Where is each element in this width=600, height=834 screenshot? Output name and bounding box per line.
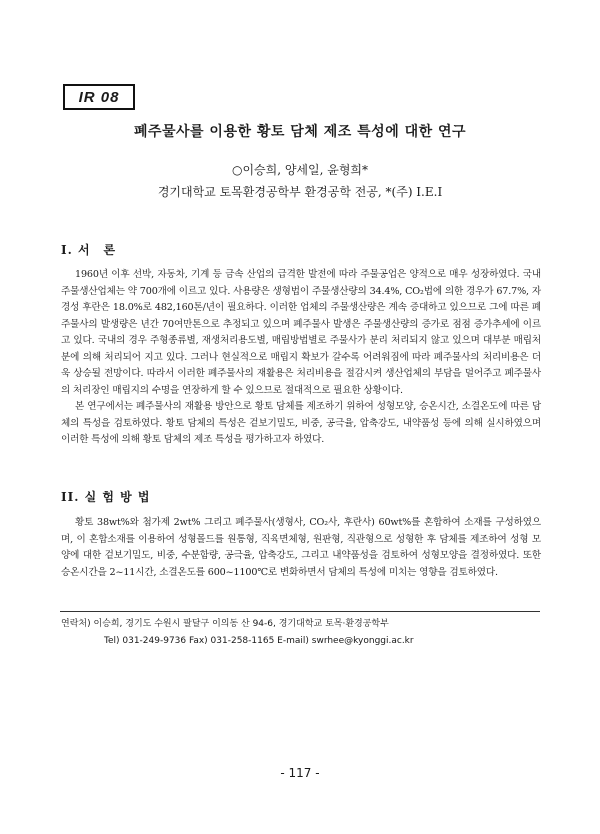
paper-title: 폐주물사를 이용한 황토 담체 제조 특성에 대한 연구 (133, 124, 467, 140)
paragraph: 본 연구에서는 폐주물사의 재활용 방안으로 황토 담체를 제조하기 위하여 성형모양, 승온시간, 소결온도에 따른 담체의 특성을 검토하였다. 황토 담체의 특성은 겉보기밀도, 비중, 공극율, 압축강도, 내약품성 등에 의해 실시하였으며 이러한 특성에 의해 황토 담체의 제조 특성을 평가하고자 하였다. (61, 401, 541, 445)
paragraph: 황토 38wt%와 첨가제 2wt% 그리고 폐주물사(생형사, CO₂사, 후란사) 60wt%를 혼합하여 소재를 구성하였으며, 이 혼합소재를 이용하여 성형몰드를 원통형, 직육면체형, 원판형, 직관형으로 성형한 후 담체를 제조하여 성형 모양에 대한 겉보기밀도, 비중, 수분함량, 공극율, 압축강도, 그리고 내약품성을 검토하여 성형모양을 결정하였다. 또한 승온시간을 2~11시간, 소결온도를 600~1100℃로 변화하면서 담체의 특성에 미치는 영향을 검토하였다. (61, 517, 541, 578)
methods-body (61, 515, 541, 581)
paper-code: IR 08 (78, 88, 120, 106)
section-heading-introduction: I. 서 론 (61, 243, 117, 257)
affiliation: 경기대학교 토목환경공학부 환경공학 전공, *(주) I.E.I (157, 185, 443, 199)
section-heading-methods: II. 실 험 방 법 (61, 490, 151, 504)
paragraph: 1960년 이후 선박, 자동차, 기계 등 금속 산업의 급격한 발전에 따라 주물공업은 양적으로 매우 성장하였다. 국내 주물생산업체는 약 700개에 이르고 있다. 사용량은 생형법이 주물생산량의 34.4%, CO₂법에 의한 경우가 67.7%, 자경성 후란은 18.0%로 482,160톤/년이 필요하다. 이러한 업체의 주물생산량은 계속 증대하고 있으므로 그에 따른 폐주물사의 발생량은 년간 70여만톤으로 추정되고 있으며 폐주물사 발생은 주물생산량의 증가로 점점 증가추세에 이르고 있다. 국내의 경우 주형종류별, 재생처리용도별, 매립방법별로 주물사가 분리 처리되지 않고 있으며 대부분 매립처분에 의해 처리되어 지고 있다. 그러나 현실적으로 매립지 확보가 갈수록 어려워짐에 따라 폐주물사의 처리비용은 더욱 상승될 전망이다. 따라서 이러한 폐주물사의 재활용은 처리비용을 절감시켜 생산업체의 부담을 덜어주고 폐주물사의 처리장인 매립지의 수명을 연장하게 할 수 있으므로 절대적으로 필요한 상황이다. (61, 269, 541, 396)
introduction-body (61, 267, 541, 449)
page-number: - 117 - (280, 766, 320, 780)
authors: ○이승희, 양세일, 윤형희* (231, 163, 369, 177)
contact-address: 연락처) 이승희, 경기도 수원시 팔달구 이의동 산 94-6, 경기대학교 토목·환경공학부 (61, 619, 389, 629)
footnote-divider (60, 611, 540, 612)
contact-footnote (61, 616, 414, 650)
contact-phone-email: Tel) 031-249-9736 Fax) 031-258-1165 E-mail) swrhee@kyonggi.ac.kr (104, 636, 414, 646)
paper-code-box (63, 84, 135, 110)
